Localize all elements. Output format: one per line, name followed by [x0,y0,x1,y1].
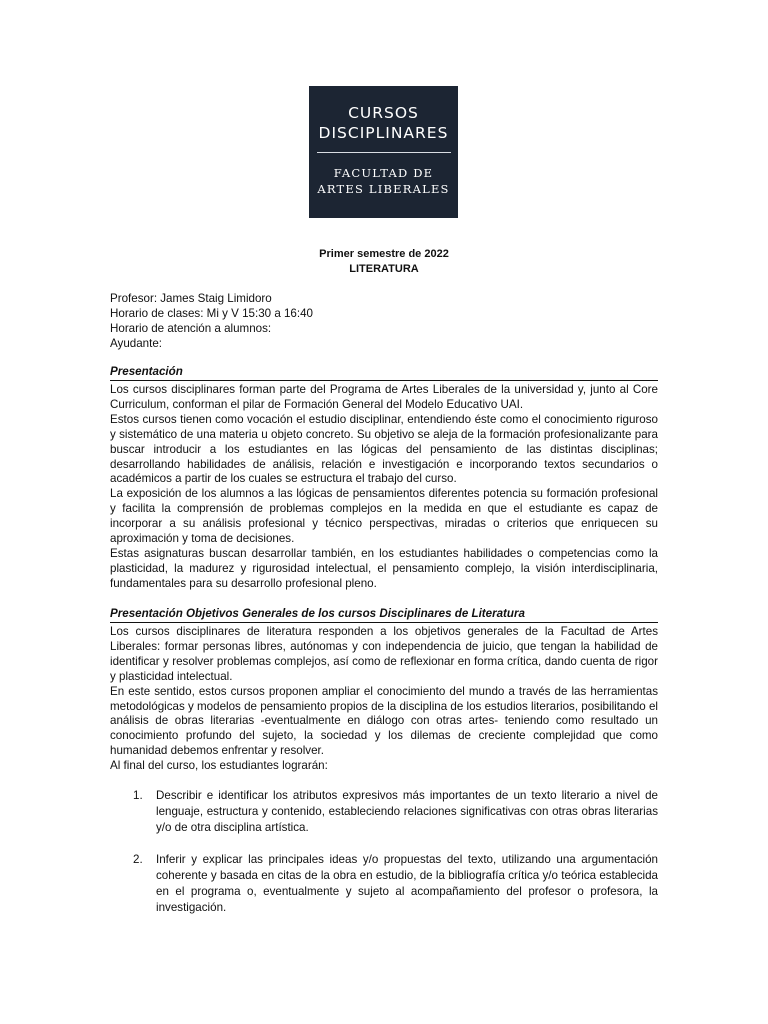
faculty-logo [309,86,458,218]
paragraph: Estas asignaturas buscan desarrollar también, en los estudiantes habilidades o competencias como la plasticidad, la madurez y rigurosidad intelectual, el pensamiento complejo, la visión interdisciplinaria, fundamentales para su desarrollo profesional pleno. [110,546,658,590]
semester-title: Primer semestre de 2022 [319,248,449,260]
paragraph: La exposición de los alumnos a las lógicas de pensamientos diferentes potencia su formación profesional y facilita la comprensión de problemas complejos en la medida en que el estudiante es capaz de incorporar a su análisis profesional y técnico perspectivas, miradas o criterios que enriquecen su aproximación y toma de decisiones. [110,487,658,546]
section-body-presentacion [110,383,658,592]
schedule-line: Horario de clases: Mi y V 15:30 a 16:40 [110,306,313,320]
course-title: LITERATURA [349,263,419,275]
objective-text: Describir e identificar los atributos expresivos más importantes de un texto literario a nivel de lenguaje, estructura y contenido, estableciendo relaciones significativas con otras obras literarias y/o de otra disciplina artística. [156,789,658,834]
logo-line-disciplinares: DISCIPLINARES [318,124,449,142]
logo-line-facultad: FACULTAD DE [333,166,434,180]
paragraph: Los cursos disciplinares de literatura responden a los objetivos generales de la Facultad de Artes Liberales: formar personas libres, autónomas y con independencia de juicio, que tengan la habilidad de identificar y resolver problemas complejos, así como de reflexionar en forma crítica, dando cuenta de rigor y plasticidad intelectual. [110,625,658,683]
paragraph: Al final del curso, los estudiantes lograrán: [110,759,328,773]
paragraph: En este sentido, estos cursos proponen ampliar el conocimiento del mundo a través de las herramientas metodológicas y modelos de pensamiento propios de la disciplina de los estudios literarios, posibilitando el análisis de obras literarias -eventualmente en diálogo con otras artes- teniendo como resultado un conocimiento profundo del sujeto, la sociedad y los dilemas de creciente complejidad que como humanidad debemos enfrentar y resolver. [110,684,658,758]
paragraph: Estos cursos tienen como vocación el estudio disciplinar, entendiendo éste como el conocimiento riguroso y sistemático de una materia u objeto concreto. Su objetivo se aleja de la formación profesionalizante para buscar introducir a los estudiantes en las lógicas del pensamiento de las distintas disciplinas; desarrollando habilidades de análisis, relación e investigación e incorporando textos secundarios o académicos a partir de los cuales se estructura el trabajo del curso. [110,412,658,486]
paragraph: Los cursos disciplinares forman parte del Programa de Artes Liberales de la universidad y, junto al Core Curriculum, conforman el pilar de Formación General del Modelo Educativo UAI. [110,383,658,411]
list-item [133,788,658,835]
professor-line: Profesor: James Staig Limidoro [110,292,272,305]
section-body-objetivos [110,625,658,774]
course-info [110,292,658,352]
objective-text: Inferir y explicar las principales ideas y/o propuestas del texto, utilizando una argumentación coherente y basada en citas de la obra en estudio, de la bibliografía crítica y/o teórica establecida en el programa o, eventualmente y sujeto al acompañamiento del profesor o profesora, la investigación. [156,853,658,914]
list-number: 1. [133,789,143,802]
assistant-line: Ayudante: [110,336,163,350]
office-hours-line: Horario de atención a alumnos: [110,321,272,335]
section-heading-presentacion: Presentación [110,365,658,381]
list-number: 2. [133,853,143,867]
section-heading-objetivos: Presentación Objetivos Generales de los cursos Disciplinares de Literatura [110,607,658,623]
objectives-list [133,788,658,916]
list-item [133,852,658,915]
logo-divider [317,152,451,153]
logo-line-artes-liberales: ARTES LIBERALES [317,182,450,196]
logo-line-cursos: CURSOS [348,104,419,122]
